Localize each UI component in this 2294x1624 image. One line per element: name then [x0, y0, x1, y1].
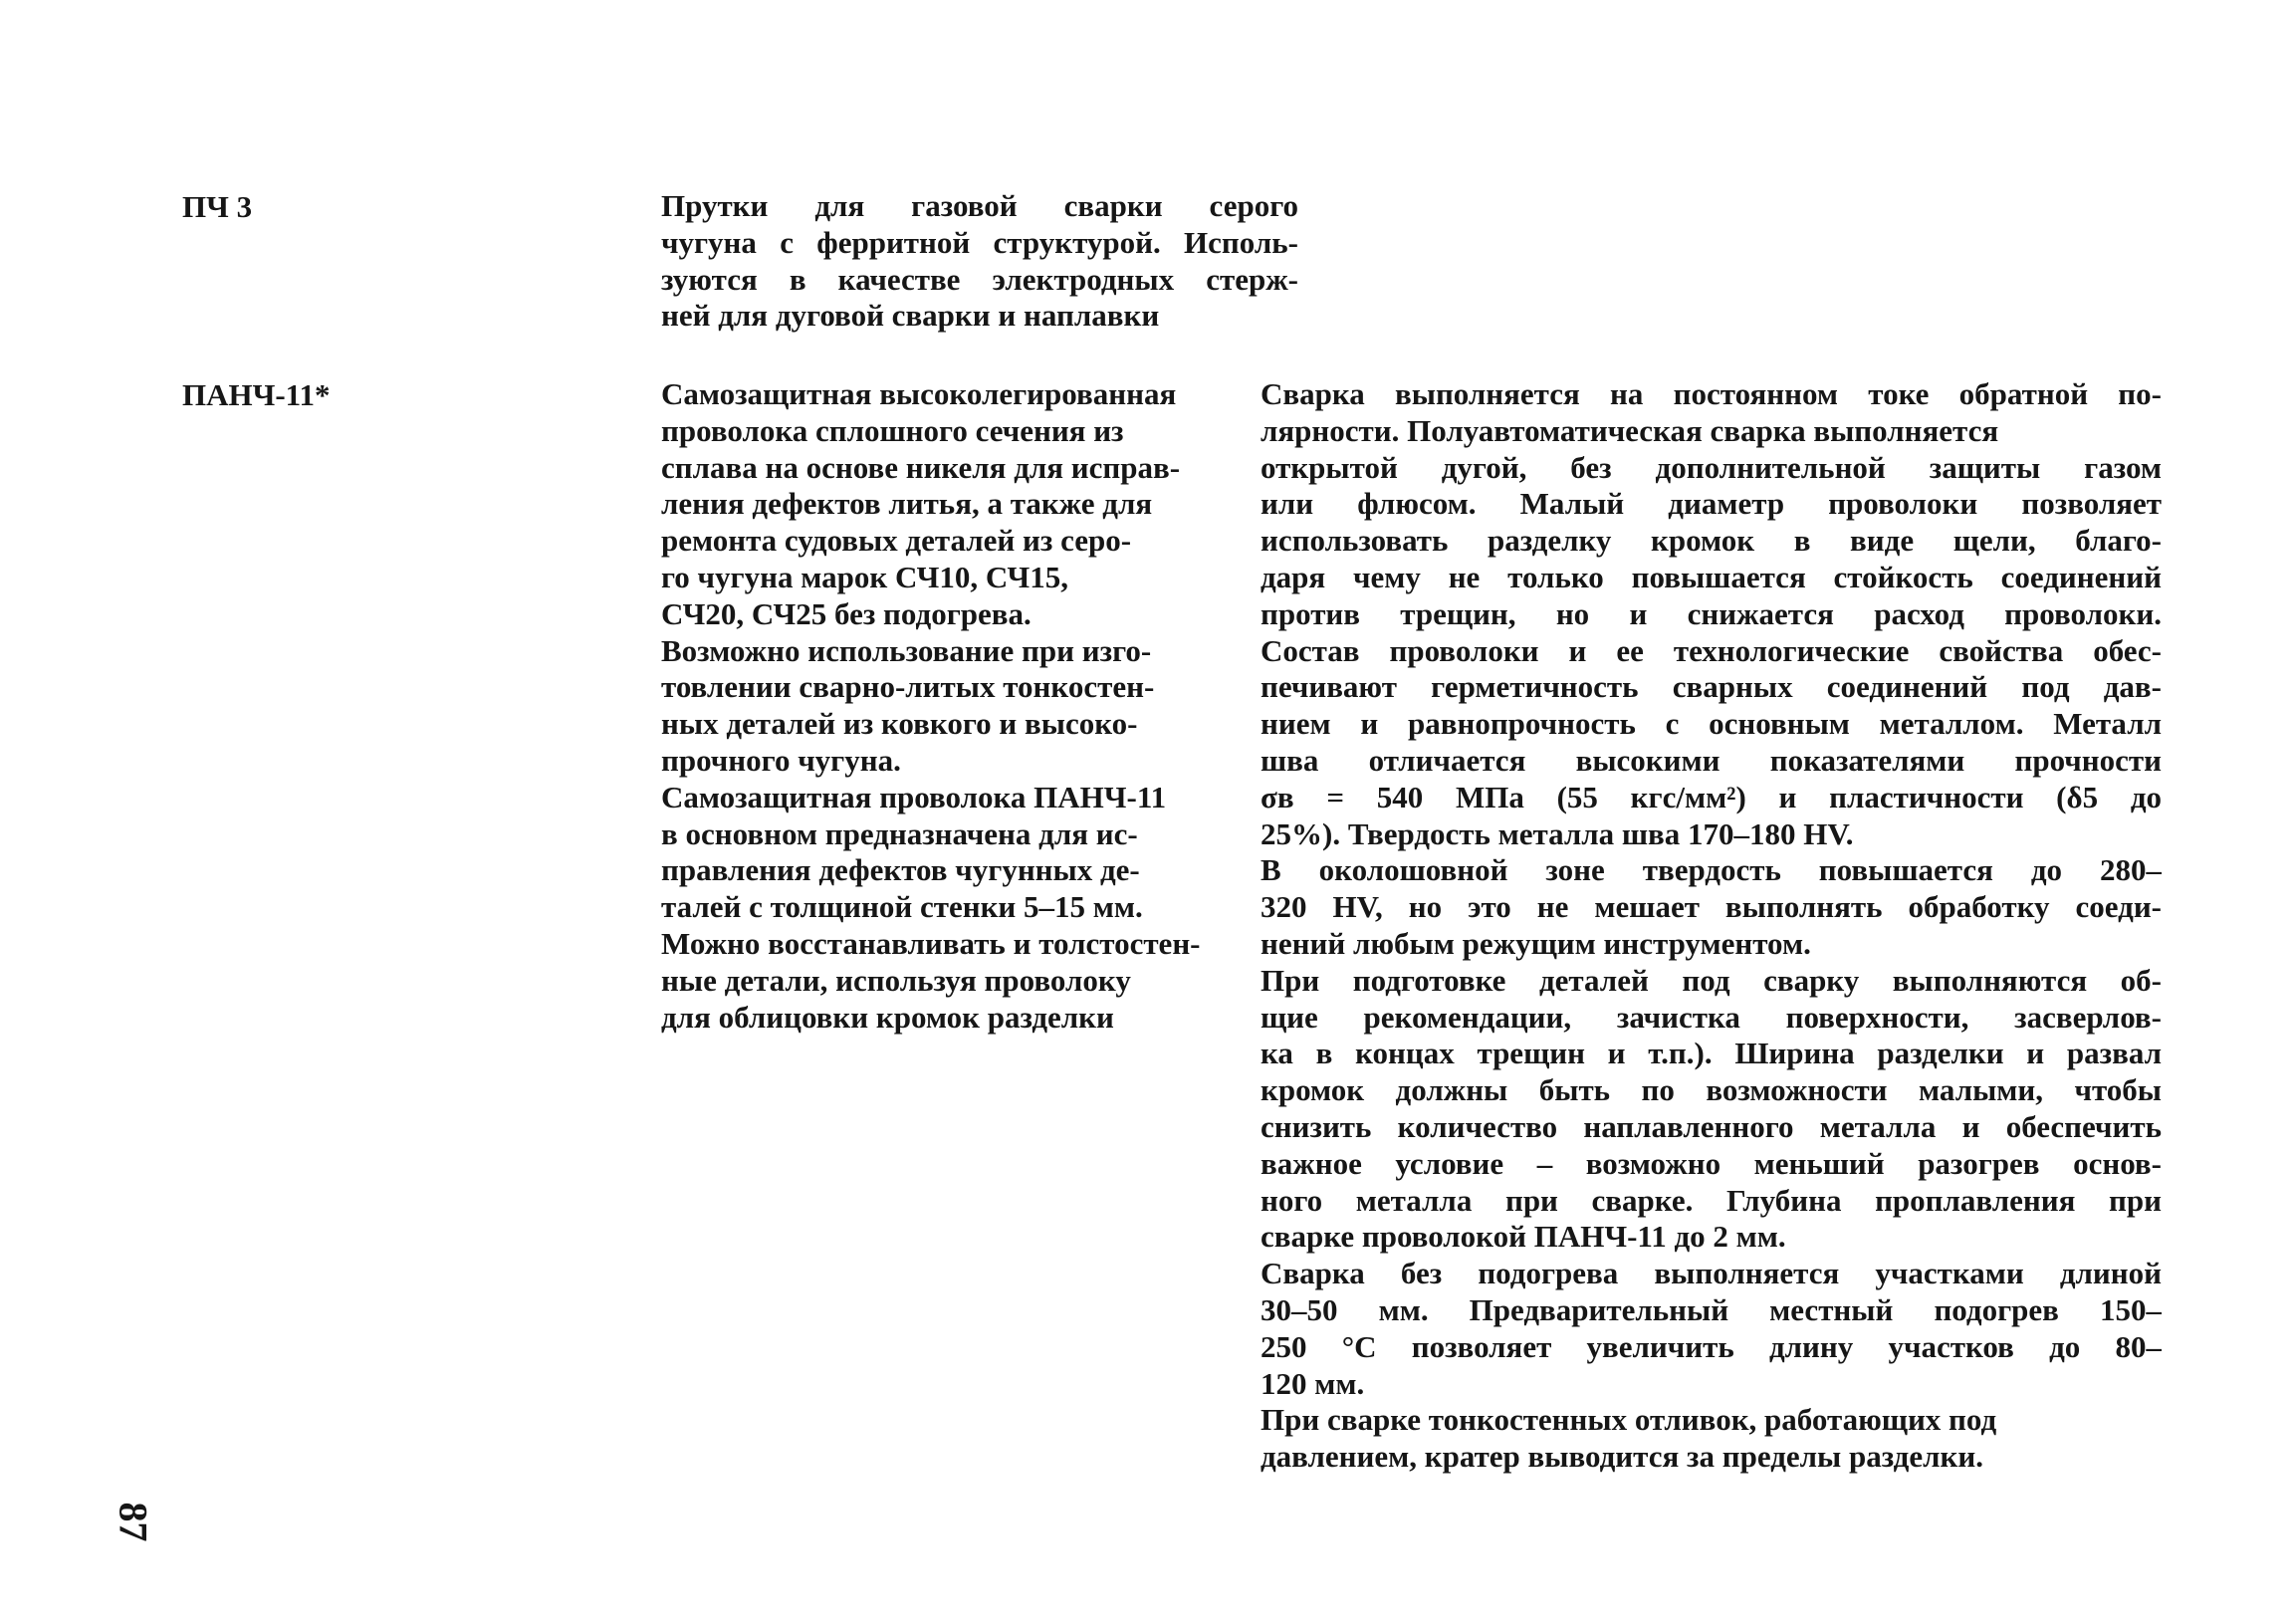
text-line: проволока сплошного сечения из — [661, 412, 1124, 448]
text-line: Самозащитная проволока ПАНЧ-11 — [661, 779, 1167, 814]
text-line: нием и равнопрочность с основным металлом. Металл — [1261, 706, 2162, 742]
text-line: 250 °С позволяет увеличить длину участков до 80– — [1261, 1328, 2162, 1364]
text-line: СЧ20, СЧ25 без подогрева. — [661, 595, 1032, 631]
text-line: правления дефектов чугунных де- — [661, 852, 1140, 888]
text-line: 120 мм. — [1261, 1365, 1365, 1401]
text-line: 320 HV, но это не мешает выполнять обработку соеди- — [1261, 889, 2162, 925]
description — [661, 188, 1298, 335]
text-line: талей с толщиной стенки 5–15 мм. — [661, 889, 1143, 925]
grade-label: ПЧ 3 — [182, 189, 253, 224]
grade-label: ПАНЧ-11* — [182, 377, 331, 412]
text-line: Самозащитная высоколегированная — [661, 376, 1177, 411]
text-line: щие рекомендации, зачистка поверхности, засверлов- — [1261, 999, 2162, 1035]
text-line: снизить количество наплавленного металла и обеспечить — [1261, 1108, 2162, 1144]
text-line: зуются в качестве электродных стерж- — [661, 261, 1298, 297]
text-line: ремонта судовых деталей из серо- — [661, 523, 1132, 559]
text-line: товлении сварно-литых тонкостен- — [661, 669, 1155, 705]
text-line: шва отличается высокими показателями прочности — [1261, 742, 2162, 778]
text-line: ных деталей из ковкого и высоко- — [661, 706, 1138, 742]
text-line: Возможно использование при изго- — [661, 632, 1152, 668]
text-line: использовать разделку кромок в виде щели, благо- — [1261, 523, 2162, 559]
text-line: сварке проволокой ПАНЧ-11 до 2 мм. — [1261, 1219, 1786, 1255]
text-line: го чугуна марок СЧ10, СЧ15, — [661, 559, 1068, 594]
text-line: чугуна с ферритной структурой. Исполь- — [661, 224, 1298, 260]
text-line: в основном предназначена для ис- — [661, 815, 1138, 851]
text-line: ного металла при сварке. Глубина проплавления при — [1261, 1182, 2162, 1218]
text-line: ные детали, используя проволоку — [661, 962, 1131, 998]
notes — [1261, 376, 2162, 1476]
text-line: 25%). Твердость металла шва 170–180 HV. — [1261, 815, 1854, 851]
text-line: ления дефектов литья, а также для — [661, 486, 1153, 522]
text-line: открытой дугой, без дополнительной защиты газом — [1261, 449, 2162, 485]
text-line: В околошовной зоне твердость повышается до 280– — [1261, 852, 2162, 888]
text-line: сплава на основе никеля для исправ- — [661, 449, 1181, 485]
description — [661, 376, 1268, 1036]
text-line: для облицовки кромок разделки — [661, 999, 1114, 1035]
text-line: Сварка выполняется на постоянном токе обратной по- — [1261, 376, 2162, 411]
page-number: 87 — [111, 1502, 156, 1542]
text-line: Можно восстанавливать и толстостен- — [661, 925, 1201, 961]
text-line: кромок должны быть по возможности малыми, чтобы — [1261, 1072, 2162, 1108]
text-line: 30–50 мм. Предварительный местный подогрев 150– — [1261, 1291, 2162, 1327]
text-line: прочного чугуна. — [661, 742, 901, 778]
text-line: печивают герметичность сварных соединений под дав- — [1261, 669, 2162, 705]
text-line: Прутки для газовой сварки серого — [661, 188, 1298, 223]
text-line: давлением, кратер выводится за пределы разделки. — [1261, 1439, 1983, 1475]
text-line: нений любым режущим инструментом. — [1261, 925, 1811, 961]
text-line: лярности. Полуавтоматическая сварка выполняется — [1261, 412, 1999, 448]
text-line: Состав проволоки и ее технологические свойства обес- — [1261, 632, 2162, 668]
text-line: даря чему не только повышается стойкость соединений — [1261, 559, 2162, 594]
text-line: При подготовке деталей под сварку выполняются об- — [1261, 962, 2162, 998]
text-line: или флюсом. Малый диаметр проволоки позволяет — [1261, 486, 2162, 522]
text-line: ней для дуговой сварки и наплавки — [661, 298, 1160, 334]
text-line: σв = 540 МПа (55 кгс/мм²) и пластичности (δ5 до — [1261, 779, 2162, 814]
text-line: важное условие – возможно меньший разогрев основ- — [1261, 1145, 2162, 1181]
text-line: ка в концах трещин и т.п.). Ширина разделки и развал — [1261, 1036, 2162, 1071]
text-line: Сварка без подогрева выполняется участками длиной — [1261, 1256, 2162, 1291]
text-line: против трещин, но и снижается расход проволоки. — [1261, 595, 2162, 631]
text-line: При сварке тонкостенных отливок, работающих под — [1261, 1402, 1997, 1438]
